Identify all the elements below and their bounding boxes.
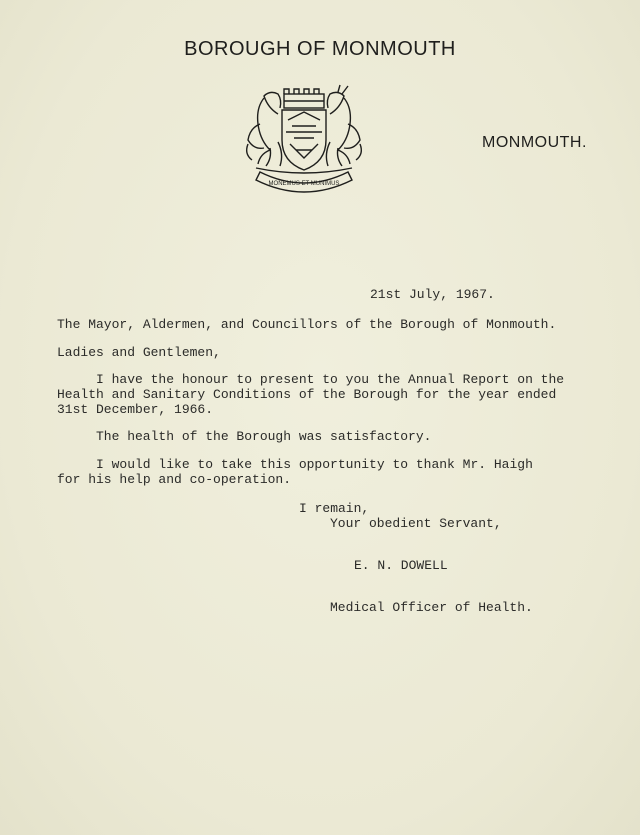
paragraph-1-line-1: I have the honour to present to you the Annual Report on the xyxy=(96,372,565,387)
letterhead-title: BOROUGH OF MONMOUTH xyxy=(184,38,456,60)
letter-date: 21st July, 1967. xyxy=(370,287,495,302)
paragraph-2: The health of the Borough was satisfactory. xyxy=(96,429,432,444)
signatory-name: E. N. DOWELL xyxy=(354,558,448,573)
paragraph-3-line-1: I would like to take this opportunity to thank Mr. Haigh xyxy=(96,457,533,472)
borough-crest-icon xyxy=(238,84,370,196)
crest-motto: MONEMUS ET MUNIMUS xyxy=(268,181,340,187)
letter-salutation: Ladies and Gentlemen, xyxy=(57,345,221,360)
paragraph-1-line-2: Health and Sanitary Conditions of the Borough for the year ended xyxy=(57,387,557,402)
paragraph-3-line-2: for his help and co-operation. xyxy=(57,472,292,487)
signatory-title: Medical Officer of Health. xyxy=(330,600,533,615)
closing-line-2: Your obedient Servant, xyxy=(330,516,502,531)
letter-addressee: The Mayor, Aldermen, and Councillors of the Borough of Monmouth. xyxy=(57,317,557,332)
paragraph-1-line-3: 31st December, 1966. xyxy=(57,402,214,417)
closing-line-1: I remain, xyxy=(299,501,370,516)
letterhead-town: MONMOUTH. xyxy=(482,134,587,151)
